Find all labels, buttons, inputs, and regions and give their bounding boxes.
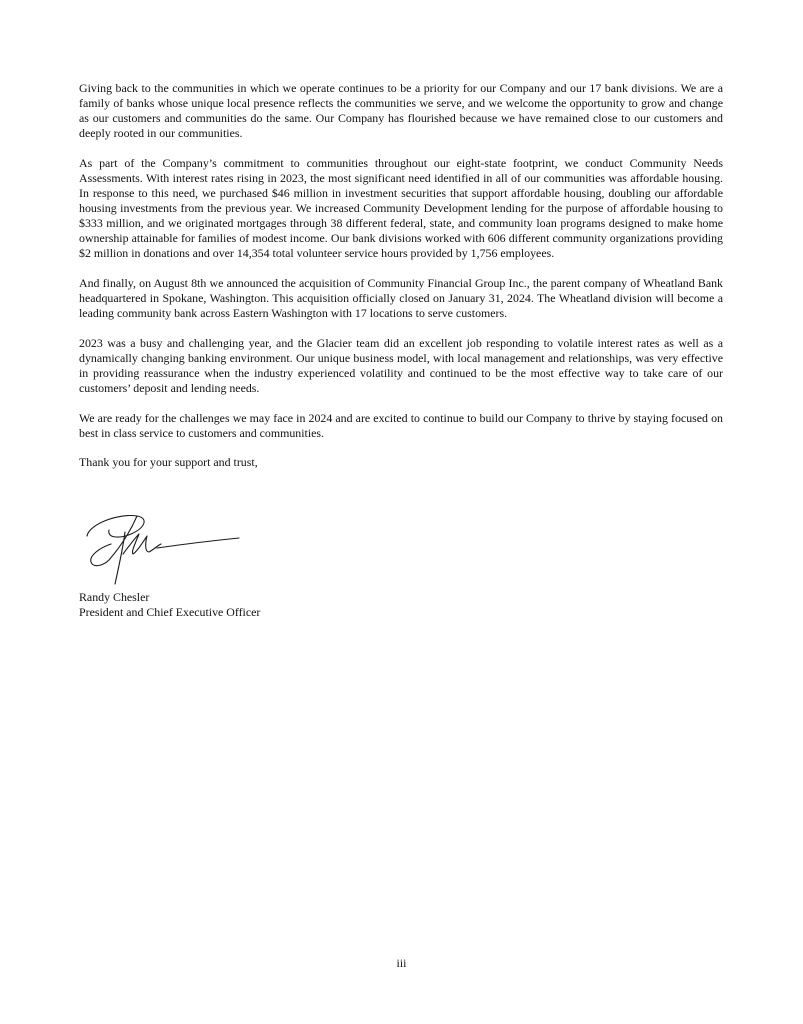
paragraph-community-needs: As part of the Company’s commitment to communities throughout our eight-state footprint, we conduct Community Needs Assessments. With interest rates rising in 2023, the most significant need identified in all of our communities was affordable housing. In response to this need, we purchased $46 million in investment securities that support affordable housing, doubling our affordable housing investments from the previous year. We increased Community Development lending for the purpose of affordable housing to $333 million, and we originated mortgages through 38 different federal, state, and community loan programs designed to make home ownership attainable for families of modest income. Our bank divisions worked with 606 different community organizations providing $2 million in donations and over 14,354 total volunteer service hours provided by 1,756 employees. xyxy=(79,155,723,261)
paragraph-outlook: We are ready for the challenges we may face in 2024 and are excited to continue to build our Company to thrive by staying focused on best in class service to customers and communities. xyxy=(79,410,723,440)
signer-title: President and Chief Executive Officer xyxy=(79,605,261,620)
paragraph-year-review: 2023 was a busy and challenging year, and the Glacier team did an excellent job responding to volatile interest rates as well as a dynamically changing banking environment. Our unique business model, with local management and relationships, was very effective in providing reassurance when the industry experienced volatility and continued to be the most effective way to take care of our customers’ deposit and lending needs. xyxy=(79,335,723,396)
closing-line: Thank you for your support and trust, xyxy=(79,455,258,470)
paragraph-acquisition: And finally, on August 8th we announced the acquisition of Community Financial Group Inc., the parent company of Wheatland Bank headquartered in Spokane, Washington. This acquisition officially closed on January 31, 2024. The Wheatland division will become a leading community bank across Eastern Washington with 17 locations to serve customers. xyxy=(79,276,723,321)
letter-body xyxy=(79,81,723,470)
signer-name: Randy Chesler xyxy=(79,590,150,604)
signer-block xyxy=(79,590,260,620)
page-number: iii xyxy=(396,956,407,970)
handwritten-signature xyxy=(79,508,244,586)
paragraph-community-giving: Giving back to the communities in which we operate continues to be a priority for our Company and our 17 bank divisions. We are a family of banks whose unique local presence reflects the communities we serve, and we welcome the opportunity to grow and change as our customers and communities do the same. Our Company has flourished because we have remained close to our customers and deeply rooted in our communities. xyxy=(79,81,723,141)
